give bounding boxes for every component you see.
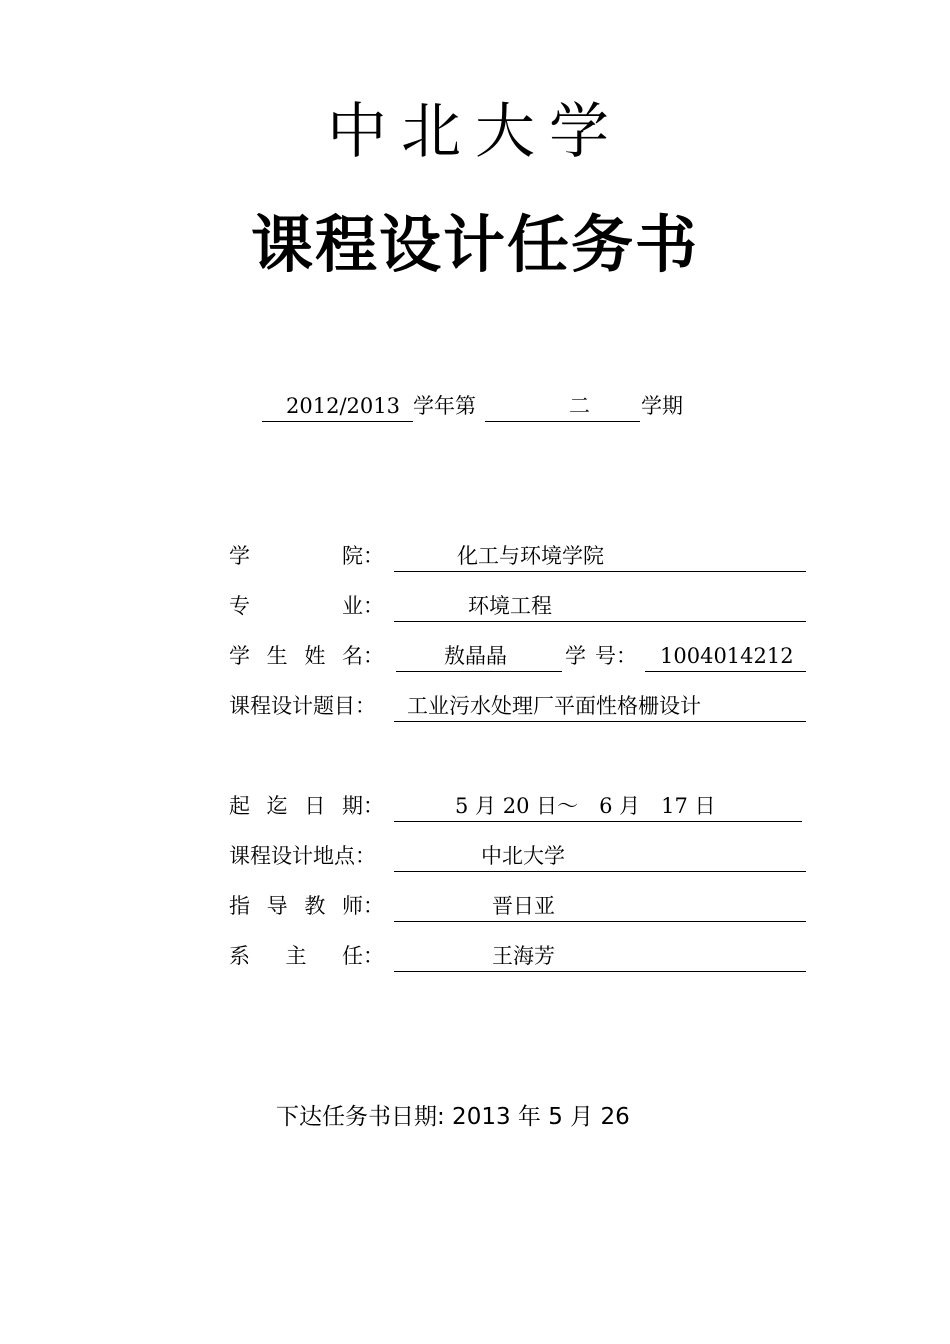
- topic-value: 工业污水处理厂平面性格栅设计: [407, 694, 701, 718]
- topic-underline: [394, 721, 806, 722]
- major-underline: [394, 621, 806, 622]
- topic-label: 课程设计题目：: [229, 694, 376, 718]
- college-value: 化工与环境学院: [457, 544, 604, 568]
- college-label: 学 院：: [229, 544, 384, 568]
- dates-underline: [394, 821, 802, 822]
- major-value: 环境工程: [468, 594, 552, 618]
- student-name-value: 敖晶晶: [444, 644, 507, 668]
- university-name: 中北大学: [327, 97, 623, 167]
- location-value: 中北大学: [481, 844, 565, 868]
- academic-year: 2012/2013: [286, 394, 400, 418]
- semester: 二: [569, 394, 590, 418]
- student-id-underline: [645, 671, 806, 672]
- student-id-label: 学 号：: [565, 644, 637, 668]
- issue-date: 下达任务书日期: 2013 年 5 月 26: [276, 1104, 630, 1130]
- director-value: 王海芳: [492, 944, 555, 968]
- location-label: 课程设计地点：: [229, 844, 376, 868]
- student-name-underline: [396, 671, 562, 672]
- college-underline: [394, 571, 806, 572]
- student-name-label: 学 生 姓 名：: [229, 644, 384, 668]
- dates-label: 起 迄 日 期：: [229, 794, 384, 818]
- advisor-underline: [394, 921, 806, 922]
- advisor-value: 晋日亚: [492, 894, 555, 918]
- director-label: 系 主 任：: [229, 944, 384, 968]
- year-suffix: 学年第: [413, 394, 476, 418]
- document-title: 课程设计任务书: [250, 208, 699, 281]
- year-underline: [262, 421, 413, 422]
- major-label: 专 业：: [229, 594, 384, 618]
- dates-value: 5 月 20 日～ 6 月 17 日: [455, 794, 716, 818]
- semester-underline: [485, 421, 640, 422]
- semester-suffix: 学期: [641, 394, 683, 418]
- director-underline: [394, 971, 806, 972]
- advisor-label: 指 导 教 师：: [229, 894, 384, 918]
- location-underline: [394, 871, 806, 872]
- student-id-value: 1004014212: [660, 644, 794, 668]
